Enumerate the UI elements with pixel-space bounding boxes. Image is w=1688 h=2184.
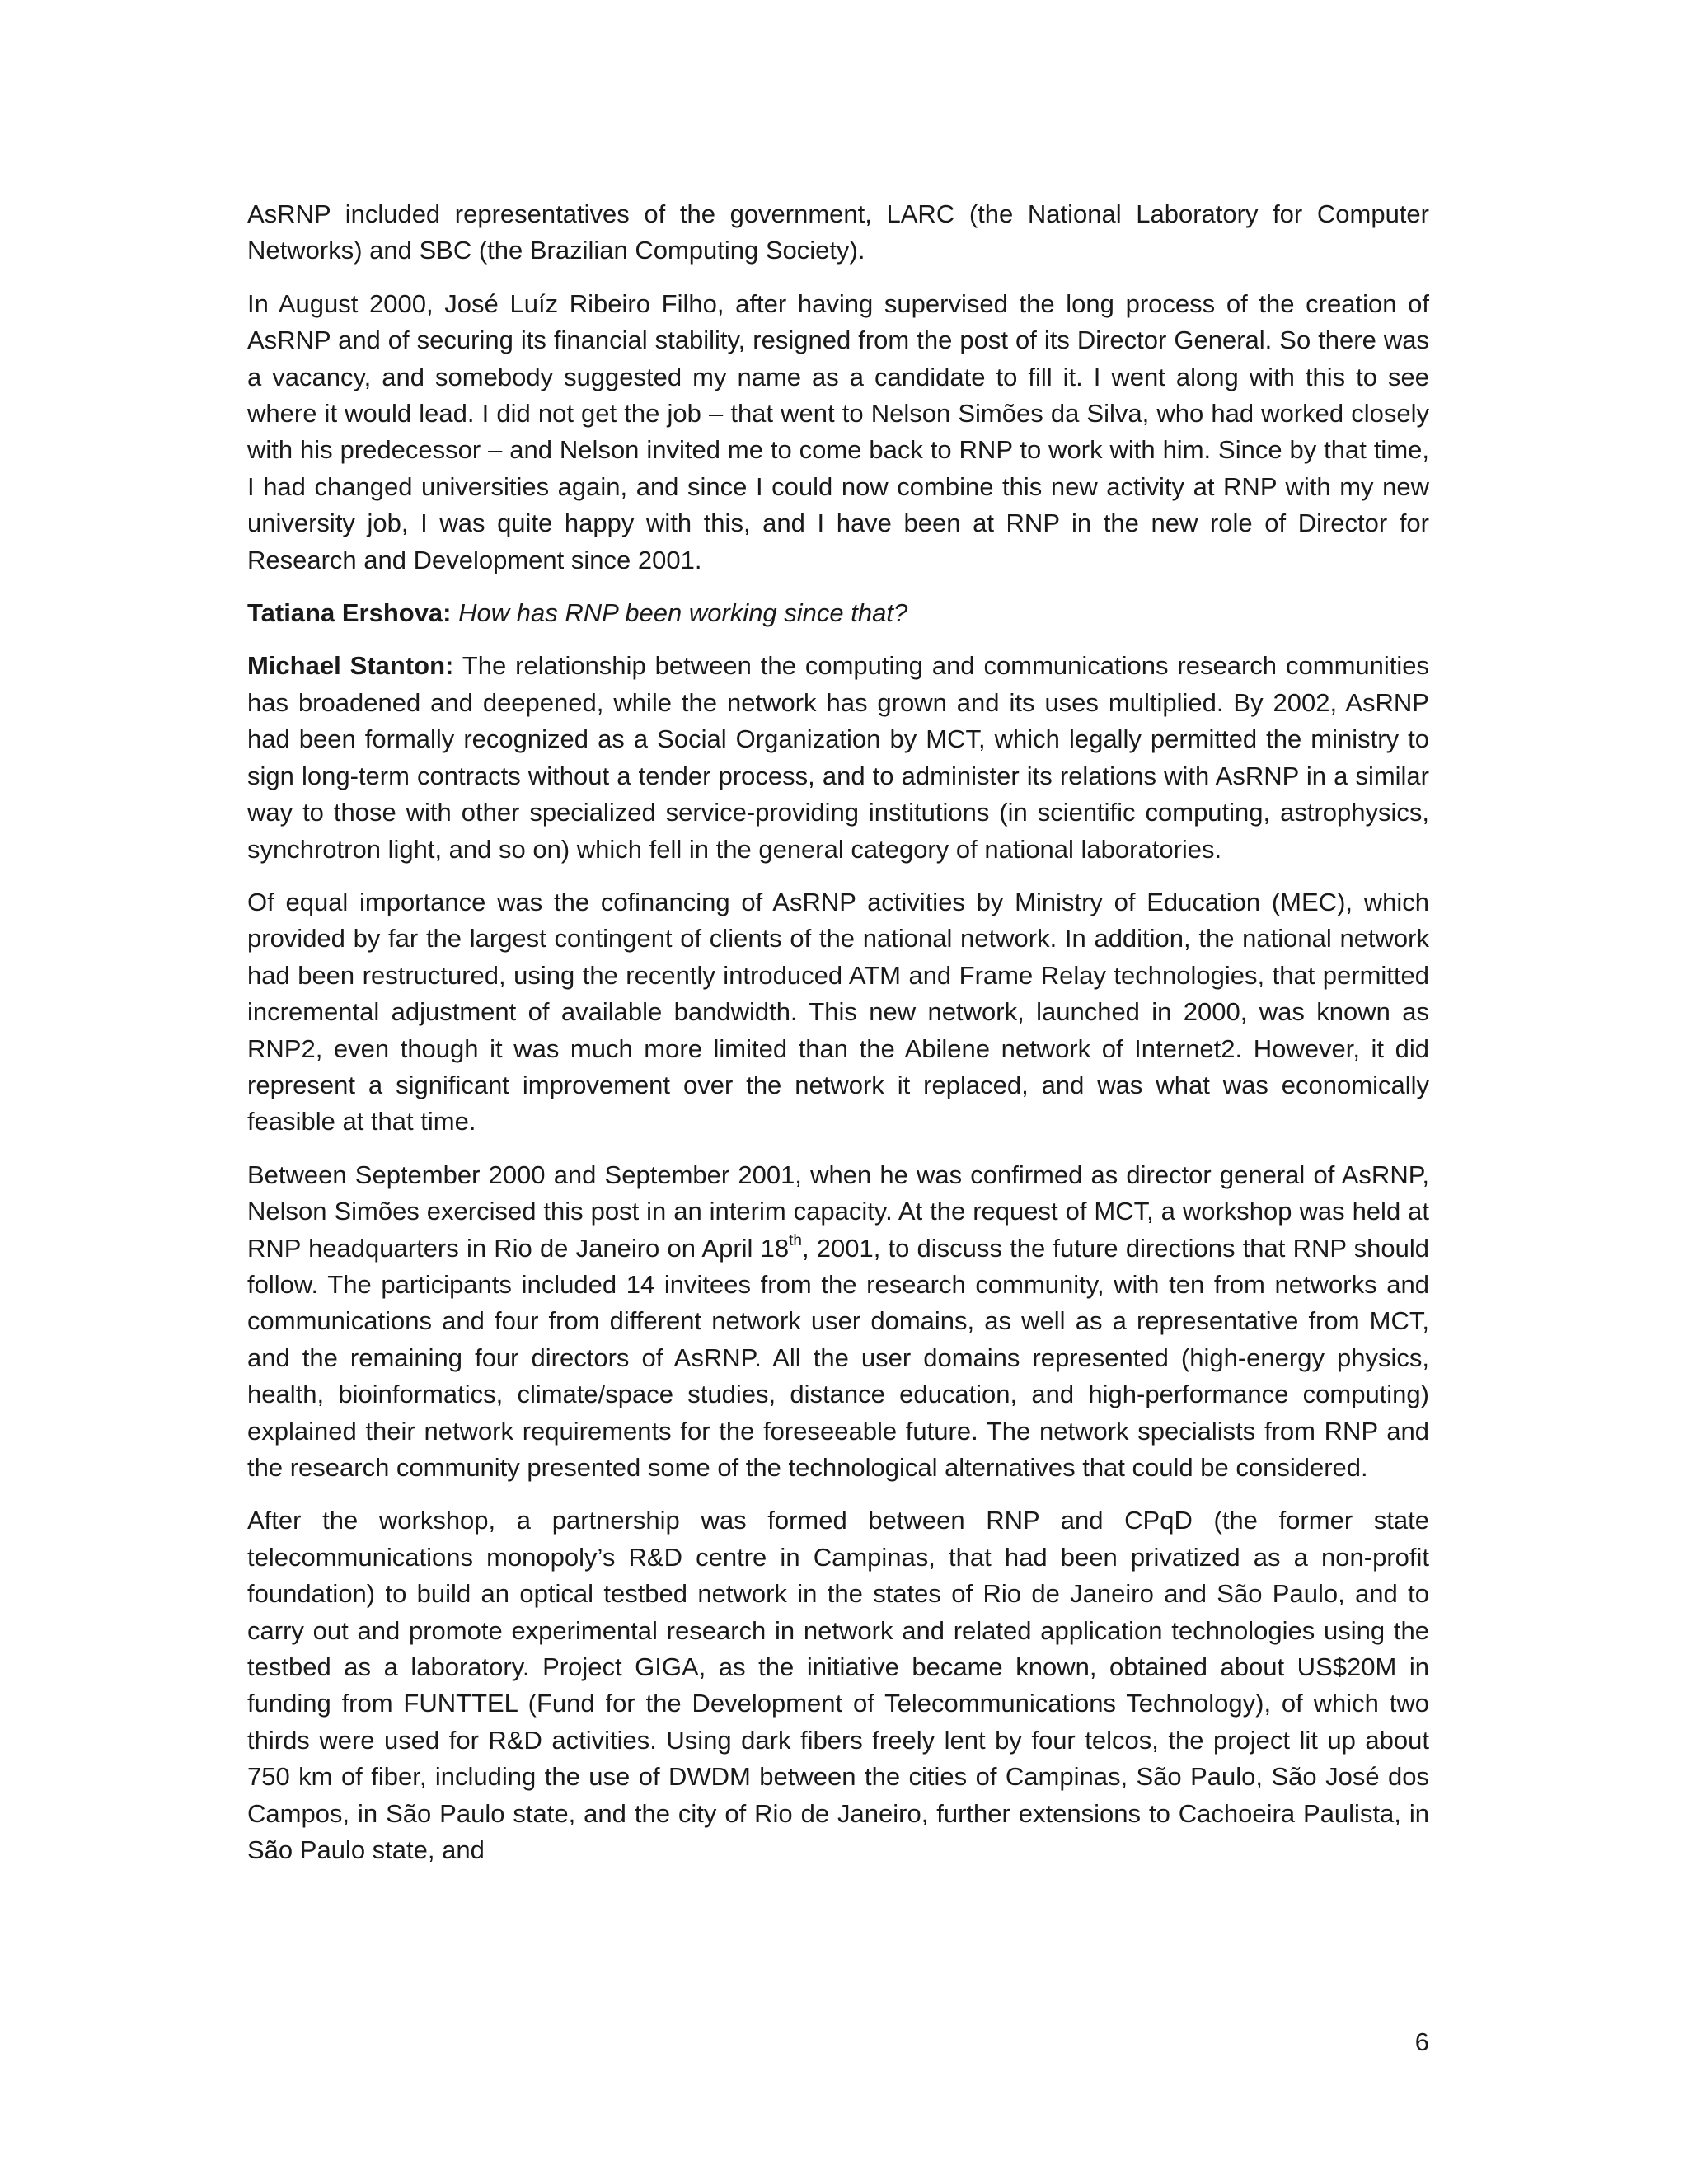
paragraph-project-giga: After the workshop, a partnership was formed between RNP and CPqD (the former state telecommunications monopoly’s R&D centre in Campinas, that had been privatized as a non-profit foundation) to build an optical testbed network in the states of Rio de Janeiro and São Paulo, and to carry out and promote experimental research in network and related application technologies using the testbed as a laboratory. Project GIGA, as the initiative became known, obtained about US$20M in funding from FUNTTEL (Fund for the Development of Telecommunications Technology), of which two thirds were used for R&D activities. Using dark fibers freely lent by four telcos, the project lit up about 750 km of fiber, including the use of DWDM between the cities of Campinas, São Paulo, São José dos Campos, in São Paulo state, and the city of Rio de Janeiro, further extensions to Cachoeira Paulista, in São Paulo state, and (247, 1506, 1429, 1865)
page-number: 6 (1414, 2027, 1429, 2056)
document-page (247, 196, 1429, 1885)
ordinal-superscript: th (789, 1232, 802, 1250)
interview-answer (247, 648, 1429, 867)
workshop-text-start: Between September 2000 and September 2001, when he was confirmed as director general of AsRNP, Nelson Simões exercised this post in an interim capacity. At the request of MCT, a workshop was held at RNP headquarters in Rio de Janeiro on April 18 (247, 1160, 1429, 1263)
answer-speaker: Michael Stanton: (247, 651, 454, 681)
interview-question (247, 595, 1429, 631)
paragraph-cofinancing: Of equal importance was the cofinancing of AsRNP activities by Ministry of Education (MEC), which provided by far the largest contingent of clients of the national network. In addition, the national network had been restructured, using the recently introduced ATM and Frame Relay technologies, that permitted incremental adjustment of available bandwidth. This new network, launched in 2000, was known as RNP2, even though it was much more limited than the Abilene network of Internet2. However, it did represent a significant improvement over the network it replaced, and was what was economically feasible at that time. (247, 887, 1429, 1137)
paragraph-asrnp-representatives: AsRNP included representatives of the government, LARC (the National Laboratory for Computer Networks) and SBC (the Brazilian Computing Society). (247, 199, 1429, 265)
question-speaker: Tatiana Ershova: (247, 598, 452, 628)
question-text: How has RNP been working since that? (458, 598, 908, 628)
paragraph-workshop (247, 1157, 1429, 1487)
answer-text: The relationship between the computing and communications research communities has broadened and deepened, while the network has grown and its uses multiplied. By 2002, AsRNP had been formally recognized as a Social Organization by MCT, which legally permitted the ministry to sign long-term contracts without a tender process, and to administer its relations with AsRNP in a similar way to those with other specialized service-providing institutions (in scientific computing, astrophysics, synchrotron light, and so on) which fell in the general category of national laboratories. (247, 651, 1429, 864)
workshop-text-end: , 2001, to discuss the future directions that RNP should follow. The participants included 14 invitees from the research community, with ten from networks and communications and four from different network user domains, as well as a representative from MCT, and the remaining four directors of AsRNP. All the user domains represented (high-energy physics, health, bioinformatics, climate/space studies, distance education, and high-performance computing) explained their network requirements for the foreseeable future. The network specialists from RNP and the research community presented some of the technological alternatives that could be considered. (247, 1233, 1430, 1482)
paragraph-director-vacancy: In August 2000, José Luíz Ribeiro Filho, after having supervised the long process of the creation of AsRNP and of securing its financial stability, resigned from the post of its Director General. So there was a vacancy, and somebody suggested my name as a candidate to fill it. I went along with this to see where it would lead. I did not get the job – that went to Nelson Simões da Silva, who had worked closely with his predecessor – and Nelson invited me to come back to RNP to work with him. Since by that time, I had changed universities again, and since I could now combine this new activity at RNP with my new university job, I was quite happy with this, and I have been at RNP in the new role of Director for Research and Development since 2001. (247, 288, 1429, 574)
